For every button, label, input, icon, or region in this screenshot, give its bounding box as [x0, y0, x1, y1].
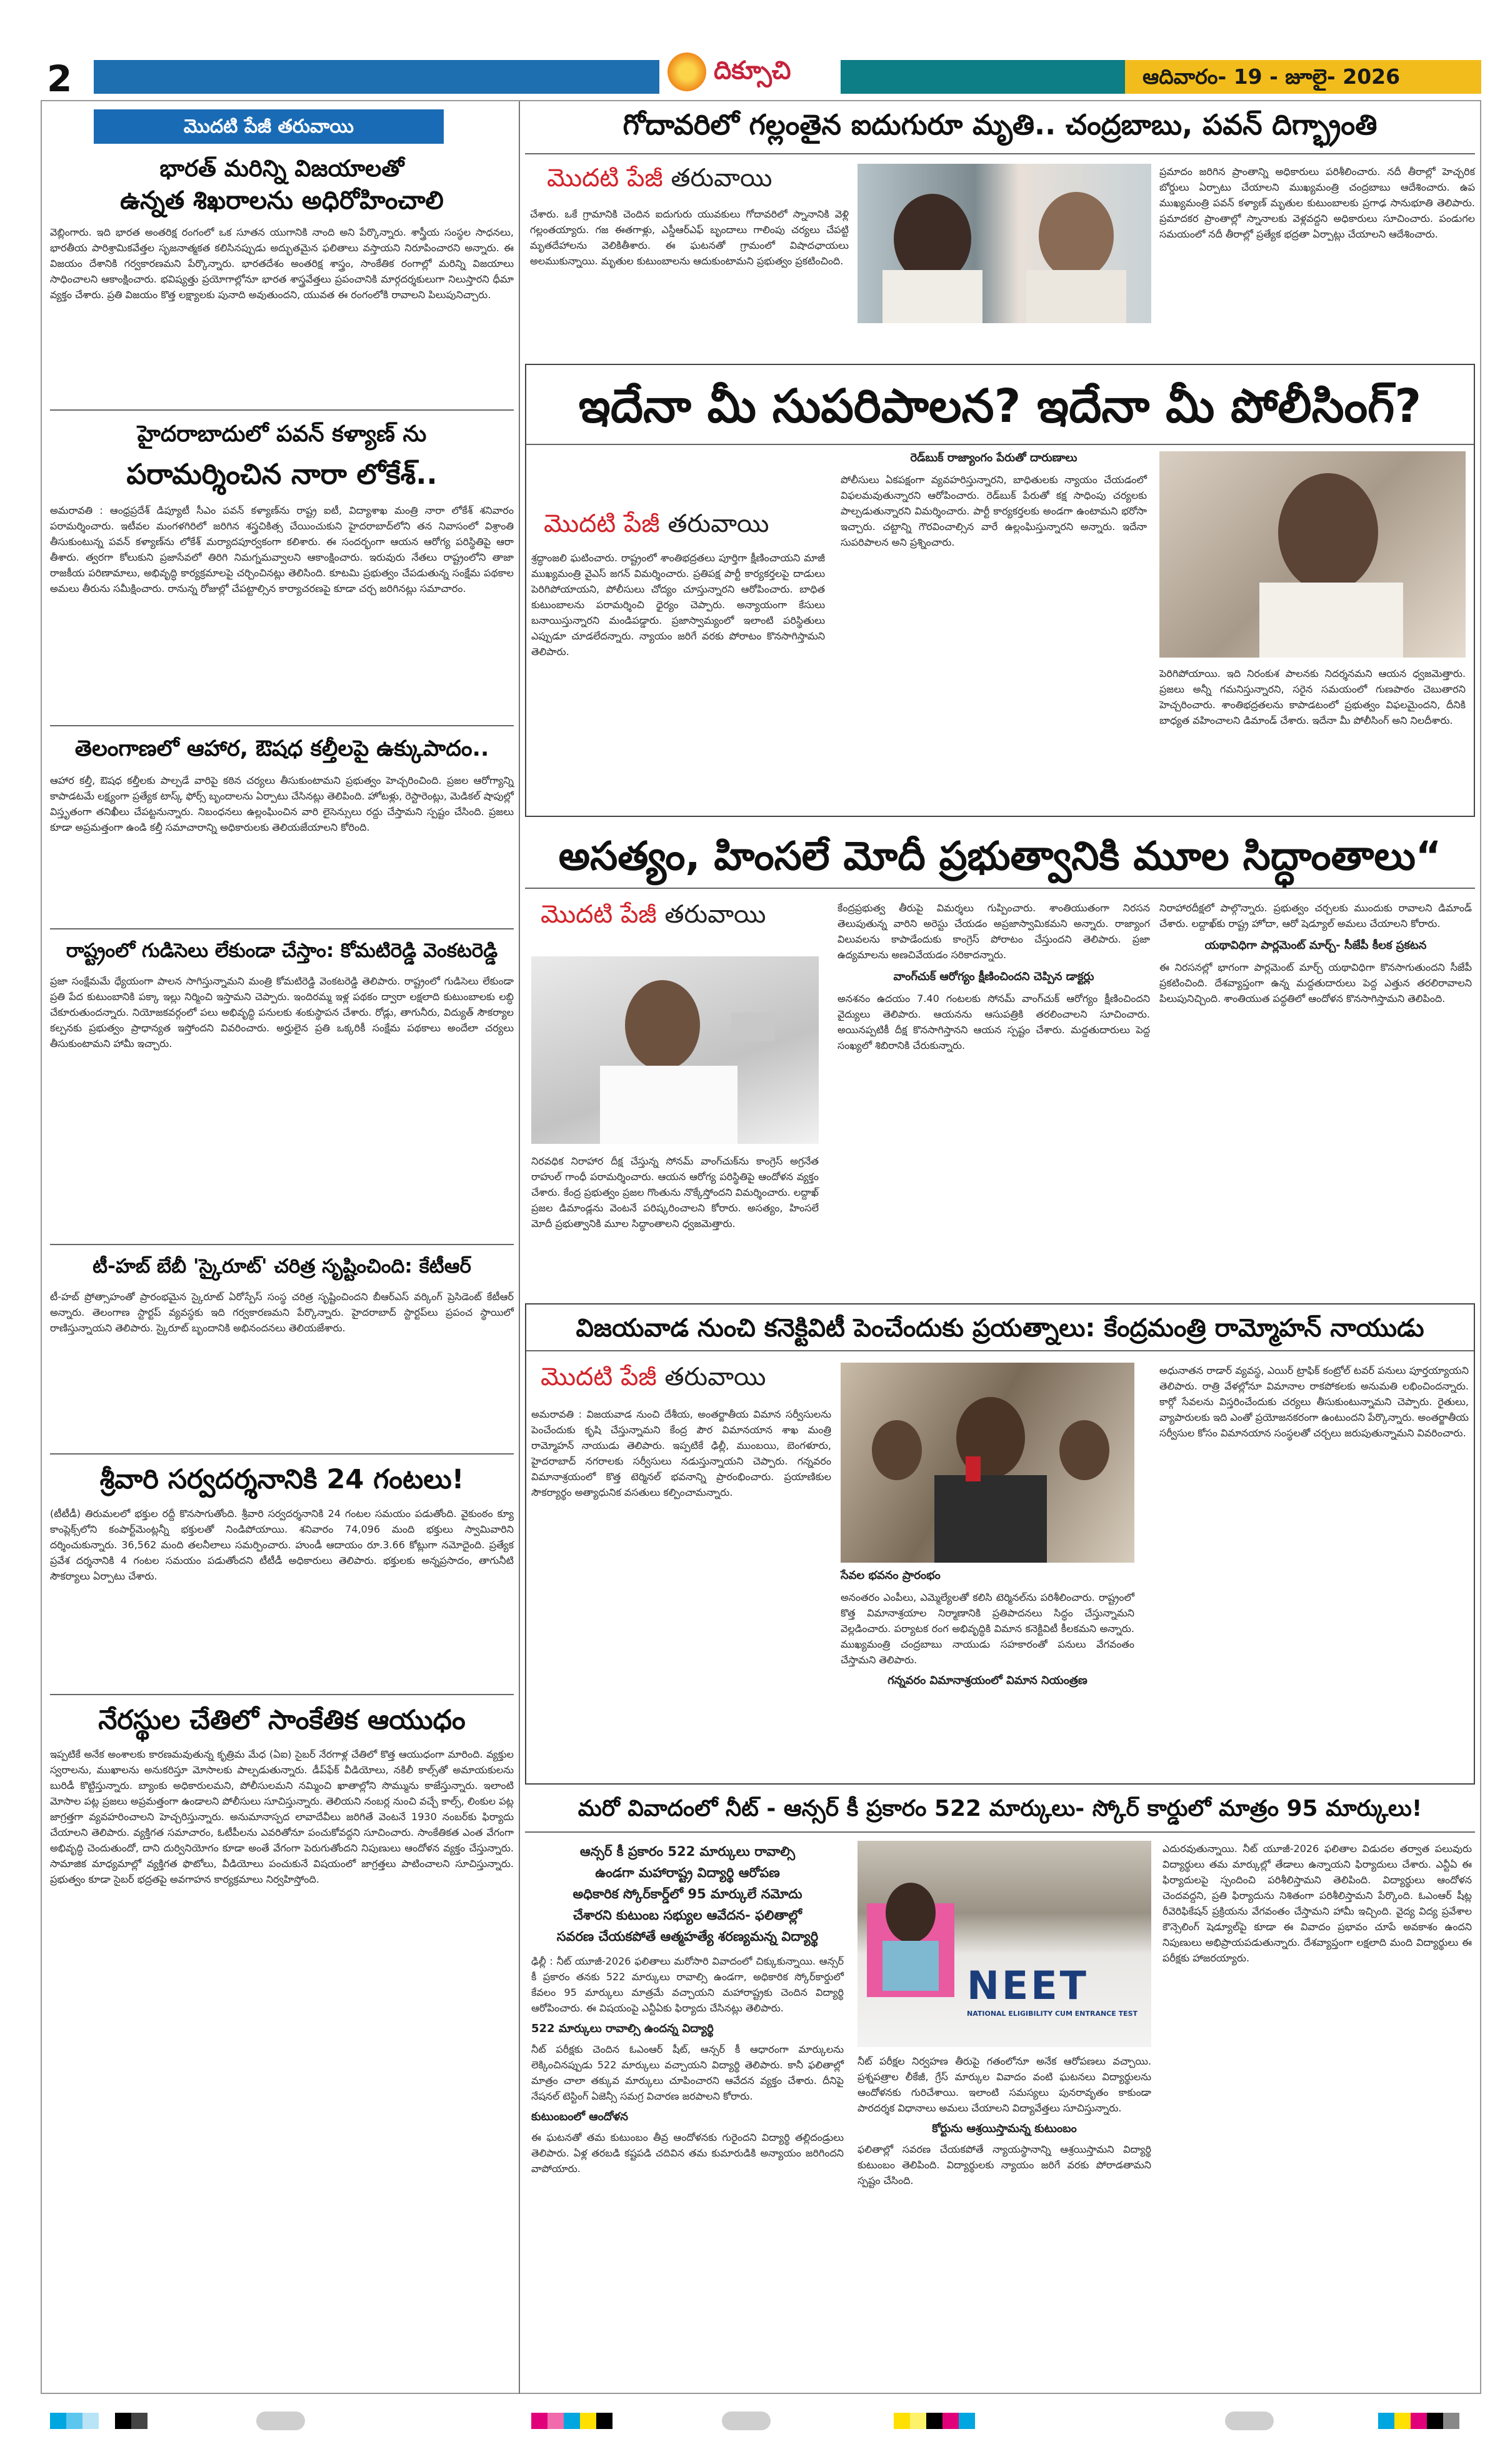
divider [50, 928, 514, 929]
deck: ఉండగా మహారాష్ట్ర విద్యార్థి ఆరోపణ [595, 1865, 780, 1880]
deck: సవరణ చేయకపోతే ఆత్మహత్యే శరణ్యమన్న విద్యార్థి [556, 1929, 819, 1944]
story-body: ఆహార కల్తీ, ఔషధ కల్తీలకు పాల్పడే వారిపై కఠిన చర్యలు తీసుకుంటామని ప్రభుత్వం హెచ్చరించింది. ప్రజల ఆరోగ్యాన్ని కాపాడటమే లక్ష్యంగా ప్రత్యేక టాస్క్ ఫోర్స్ బృందాలను ఏర్పాటు చేసినట్లు తెలిపింది. హోటళ్లు, రెస్టారెంట్లు, మెడికల్ షాపుల్లో విస్తృతంగా తనిఖీలు చేపట్టనున్నారు. నిబంధనలు ఉల్లంఘించిన వారి లైసెన్సులు రద్దు చేస్తామని స్పష్టం చేసింది. ప్రజలు కూడా అప్రమత్తంగా ఉండి కల్తీ సమాచారాన్ని అధికారులకు తెలియజేయాలని కోరింది. [50, 774, 514, 833]
story-body: అనశనం ఉదయం 7.40 గంటలకు సోనమ్ వాంగ్‌చుక్ ఆరోగ్యం క్షీణించిందని వైద్యులు తెలిపారు. ఆయనను ఆసుపత్రికి తరలించాలని సూచించారు. అయినప్పటికీ దీక్ష కొనసాగిస్తానని ఆయన స్పష్టం చేశారు. మద్దతుదారులు పెద్ద సంఖ్యలో శిబిరానికి చేరుకున్నారు. [838, 993, 1150, 1051]
continued-kicker [541, 900, 766, 935]
article-body [531, 1153, 819, 1231]
masthead-band-blue [94, 60, 659, 94]
continued-kicker [547, 164, 772, 199]
article-body [531, 1841, 844, 2176]
headline: గోదావరిలో గల్లంతైన ఐదుగురూ మృతి.. చంద్రబాబు, పవన్ దిగ్భ్రాంతి [622, 108, 1378, 141]
story-body: కేంద్రప్రభుత్వ తీరుపై విమర్శలు గుప్పించారు. శాంతియుతంగా నిరసన తెలుపుతున్న వారిని అరెస్టు చేయడం అప్రజాస్వామికమని అన్నారు. రాజ్యాంగ విలువలను కాపాడేందుకు కాంగ్రెస్ పోరాటం చేస్తుందని తెలిపారు. ప్రజా ఉద్యమాలను అణచివేయడం సరికాదన్నారు. [838, 902, 1150, 961]
headline: అసత్యం, హింసలే మోదీ ప్రభుత్వానికి మూల సిద్ధాంతాలు“ [558, 833, 1442, 879]
issue-date: ఆదివారం- 19 - జూలై- 2026 [1125, 60, 1481, 94]
kicker-red: మొదటి పేజీ [541, 900, 657, 929]
left-story-2 [50, 419, 514, 596]
jagan-photo [1159, 451, 1466, 658]
registration-mark [256, 2411, 305, 2430]
kicker-black: తరువాయి [671, 164, 772, 193]
paper-name: దిక్సూచి [714, 56, 791, 85]
article-body [1159, 900, 1472, 1006]
story-body: టీ-హబ్ ప్రోత్సాహంతో ప్రారంభమైన స్కైరూట్ ఏరోస్పేస్ సంస్థ చరిత్ర సృష్టించిందని బీఆర్ఎస్ వర్కింగ్ ప్రెసిడెంట్ కేటీఆర్ అన్నారు. తెలంగాణ స్టార్టప్ వ్యవస్థకు ఇది గర్వకారణమని పేర్కొన్నారు. హైదరాబాద్ స్టార్టప్‌లు ప్రపంచ స్థాయిలో రాణిస్తున్నాయని తెలిపారు. స్కైరూట్ బృందానికి అభినందనలు తెలియజేశారు. [50, 1291, 514, 1334]
story-body: అధునాతన రాడార్ వ్యవస్థ, ఎయిర్ ట్రాఫిక్ కంట్రోల్ టవర్ పనులు పూర్తయ్యాయని తెలిపారు. రాత్రి వేళల్లోనూ విమానాల రాకపోకలకు అనుమతి లభించిందన్నారు. కార్గో సేవలను విస్తరించేందుకు చర్యలు తీసుకుంటున్నామని చెప్పారు. రైతులు, వ్యాపారులకు ఇది ఎంతో ప్రయోజనకరంగా ఉంటుందని పేర్కొన్నారు. అంతర్జాతీయ సర్వీసుల కోసం విమానయాన సంస్థలతో చర్చలు జరుపుతున్నామని వివరించారు. [1159, 1365, 1469, 1439]
subheading: గన్నవరం విమానాశ్రయంలో విమాన నియంత్రణ [888, 1674, 1088, 1687]
photo-caption: సేవల భవనం ప్రారంభం [841, 1569, 941, 1582]
story-body: అమరావతి : విజయవాడ నుంచి దేశీయ, అంతర్జాతీయ విమాన సర్వీసులను పెంచేందుకు కృషి చేస్తున్నామని కేంద్ర పౌర విమానయాన శాఖ మంత్రి రామ్మోహన్ నాయుడు తెలిపారు. ఇప్పటికే ఢిల్లీ, ముంబయి, బెంగళూరు, హైదరాబాద్ నగరాలకు సర్వీసులు నడుస్తున్నాయని చెప్పారు. గన్నవరం విమానాశ్రయంలో కొత్త టెర్మినల్ భవనాన్ని ప్రారంభించారు. ప్రయాణికుల సౌకర్యార్థం అత్యాధునిక వసతులు కల్పించామన్నారు. [531, 1408, 831, 1498]
headline: విజయవాడ నుంచి కనెక్టివిటీ పెంచేందుకు ప్రయత్నాలు: కేంద్రమంత్రి రామ్మోహన్ నాయుడు [576, 1314, 1424, 1343]
minister-photo [841, 1363, 1134, 1563]
left-story-7 [50, 1701, 514, 1887]
headline: పరామర్శించిన నారా లోకేశ్.. [126, 458, 438, 491]
kicker-red: మొదటి పేజీ [547, 164, 663, 193]
subheading: కోర్టును ఆశ్రయిస్తామన్న కుటుంబం [932, 2122, 1077, 2135]
neet-logo-text: NEET [967, 1963, 1089, 2008]
headline: ఉన్నత శిఖరాలను అధిరోహించాలి [120, 186, 444, 215]
subheading: వాంగ్‌చుక్ ఆరోగ్యం క్షీణించిందని చెప్పిన డాక్టర్లు [893, 970, 1094, 983]
story-body: నిరాహారదీక్షలో పాల్గొన్నారు. ప్రభుత్వం చర్చలకు ముందుకు రావాలని డిమాండ్ చేశారు. లద్దాఖ్‌కు రాష్ట్ర హోదా, ఆరో షెడ్యూల్ అమలు చేయాలని కోరారు. [1159, 902, 1472, 929]
headline: ఇదేనా మీ సుపరిపాలన? ఇదేనా మీ పోలీసింగ్? [578, 379, 1422, 433]
rahul-photo [531, 956, 819, 1144]
headline: శ్రీవారి సర్వదర్శనానికి 24 గంటలు! [99, 1464, 464, 1495]
continued-kicker [544, 509, 769, 544]
headline: నేరస్థుల చేతిలో సాంకేతిక ఆయుధం [98, 1705, 466, 1736]
left-story-6 [50, 1461, 514, 1584]
divider [50, 1694, 514, 1695]
story-body: అనంతరం ఎంపీలు, ఎమ్మెల్యేలతో కలిసి టెర్మినల్‌ను పరిశీలించారు. రాష్ట్రంలో కొత్త విమానాశ్రయాల నిర్మాణానికి ప్రతిపాదనలు సిద్ధం చేస్తున్నామని వెల్లడించారు. పర్యాటక రంగ అభివృద్ధికి విమాన కనెక్టివిటీ కీలకమని అన్నారు. ముఖ్యమంత్రి చంద్రబాబు నాయుడు సహకారంతో పనులు వేగవంతం చేస్తామని తెలిపారు. [841, 1591, 1134, 1666]
sun-icon [668, 53, 706, 91]
headline: మరో వివాదంలో నీట్ - ఆన్సర్ కీ ప్రకారం 522 మార్కులు- స్కోర్ కార్డులో మాత్రం 95 మార్కులు! [578, 1796, 1422, 1821]
story-body: ఫలితాల్లో సవరణ చేయకపోతే న్యాయస్థానాన్ని ఆశ్రయిస్తామని విద్యార్థి కుటుంబం తెలిపింది. విద్యార్థులకు న్యాయం జరిగే వరకు పోరాడతామని స్పష్టం చేసింది. [858, 2143, 1151, 2186]
deck: అధికారిక స్కోర్‌కార్డ్‌లో 95 మార్కులే నమోదు [572, 1886, 802, 1901]
left-story-4 [50, 936, 514, 1051]
story-body: పోలీసులు ఏకపక్షంగా వ్యవహరిస్తున్నారని, బాధితులకు న్యాయం చేయడంలో విఫలమవుతున్నారని ఆరోపించారు. రెడ్‌బుక్ పేరుతో కక్ష సాధింపు చర్యలకు పాల్పడుతున్నారని విమర్శించారు. పార్టీ కార్యకర్తలకు అండగా ఉంటామని భరోసా ఇచ్చారు. చట్టాన్ని గౌరవించాల్సిన వారే ఉల్లంఘిస్తున్నారని అన్నారు. ఇదేనా సుపరిపాలన అని ప్రశ్నించారు. [841, 474, 1147, 548]
article-body [838, 900, 1150, 1053]
story-body: పెరిగిపోయాయి. ఇది నిరంకుశ పాలనకు నిదర్శనమని ఆయన ధ్వజమెత్తారు. ప్రజలు అన్నీ గమనిస్తున్నారని, సరైన సమయంలో గుణపాఠం చెబుతారని హెచ్చరించారు. శాంతిభద్రతలను కాపాడటంలో ప్రభుత్వం విఫలమైందని, దీనికి బాధ్యత వహించాలని డిమాండ్ చేశారు. ఇదేనా మీ పోలీసింగ్ అని నిలదీశారు. [1159, 668, 1466, 726]
column-divider [519, 101, 520, 2394]
story-body: ఇప్పటికే అనేక అంశాలకు కారణమవుతున్న కృత్రిమ మేధ (ఏఐ) సైబర్ నేరగాళ్ల చేతిలో కొత్త ఆయుధంగా మారింది. వ్యక్తుల స్వరాలను, ముఖాలను అనుకరిస్తూ మోసాలకు పాల్పడుతున్నారు. డీప్‌ఫేక్ వీడియోలు, నకిలీ కాల్స్‌తో అమాయకులను బురిడీ కొట్టిస్తున్నారు. బ్యాంకు అధికారులమని, పోలీసులమని నమ్మించి ఖాతాల్లోని సొమ్మును కాజేస్తున్నారు. ఇలాంటి మోసాల పట్ల ప్రజలు అప్రమత్తంగా ఉండాలని పోలీసులు సూచిస్తున్నారు. తెలియని నంబర్ల నుంచి వచ్చే కాల్స్, లింకుల పట్ల జాగ్రత్తగా వ్యవహరించాలని హెచ్చరిస్తున్నారు. అనుమానాస్పద లావాదేవీలు జరిగితే వెంటనే 1930 నంబర్‌కు ఫిర్యాదు చేయాలని తెలిపారు. వ్యక్తిగత సమాచారం, ఓటీపీలను ఎవరితోనూ పంచుకోవద్దని సూచించారు. సాంకేతికత ఎంత వేగంగా అభివృద్ధి చెందుతుందో, దాని దుర్వినియోగం కూడా అంతే వేగంగా పెరుగుతోందని నిపుణులు ఆందోళన వ్యక్తం చేస్తున్నారు. సామాజిక మాధ్యమాల్లో వ్యక్తిగత ఫొటోలు, వీడియోలు పంచుకునే విషయంలో జాగ్రత్తలు పాటించాలని సూచిస్తున్నారు. ప్రభుత్వం కూడా సైబర్ భద్రతపై అవగాహన కార్యక్రమాలు నిర్వహిస్తోంది. [50, 1748, 514, 1885]
article-body [531, 1406, 831, 1500]
subheading: రెడ్‌బుక్ రాజ్యాంగం పేరుతో దారుణాలు [910, 451, 1078, 464]
kicker-red: మొదటి పేజీ [544, 509, 660, 538]
story-body: ఈ నిరసనల్లో భాగంగా పార్లమెంట్ మార్చ్ యథావిధిగా కొనసాగుతుందని సీజేపీ ప్రకటించింది. దేశవ్యాప్తంగా ఉన్న మద్దతుదారులు పెద్ద ఎత్తున తరలిరావాలని పిలుపునిచ్చింది. శాంతియుత పద్ధతిలో ఆందోళన కొనసాగిస్తామని తెలిపింది. [1159, 961, 1472, 1004]
article-body [841, 1569, 1134, 1690]
story-body: నిరవధిక నిరాహార దీక్ష చేస్తున్న సోనమ్ వాంగ్‌చుక్‌ను కాంగ్రెస్ అగ్రనేత రాహుల్ గాంధీ పరామర్శించారు. ఆయన ఆరోగ్య పరిస్థితిపై ఆందోళన వ్యక్తం చేశారు. కేంద్ర ప్రభుత్వం ప్రజల గొంతును నొక్కేస్తోందని విమర్శించారు. లద్దాఖ్ ప్రజల డిమాండ్లను వెంటనే పరిష్కరించాలని కోరారు. అసత్యం, హింసలే మోదీ ప్రభుత్వానికి మూల సిద్ధాంతాలని ధ్వజమెత్తారు. [531, 1155, 819, 1229]
article-body [531, 550, 825, 659]
deck: ఆన్సర్ కీ ప్రకారం 522 మార్కులు రావాల్సి [579, 1844, 796, 1859]
story-body: శ్రద్ధాంజలి ఘటించారు. రాష్ట్రంలో శాంతిభద్రతలు పూర్తిగా క్షీణించాయని మాజీ ముఖ్యమంత్రి వైఎస్ జగన్ విమర్శించారు. ప్రతిపక్ష పార్టీ కార్యకర్తలపై దాడులు పెరిగిపోయాయని, పోలీసులు చోద్యం చూస్తున్నారని ఆరోపించారు. బాధిత కుటుంబాలను పరామర్శించి ధైర్యం చెప్పారు. అన్యాయంగా కేసులు బనాయిస్తున్నారని మండిపడ్డారు. ప్రజాస్వామ్యంలో ఇలాంటి పరిస్థితులు ఎప్పుడూ చూడలేదన్నారు. న్యాయం జరిగే వరకు పోరాటం కొనసాగిస్తామని తెలిపారు. [531, 552, 825, 658]
article-body [1159, 1363, 1469, 1441]
masthead [0, 0, 1500, 100]
story-body: ఢిల్లీ : నీట్ యూజీ-2026 ఫలితాలు మరోసారి వివాదంలో చిక్కుకున్నాయి. ఆన్సర్ కీ ప్రకారం తనకు 522 మార్కులు రావాల్సి ఉండగా, అధికారిక స్కోర్‌కార్డులో కేవలం 95 మార్కులు మాత్రమే వచ్చాయని మహారాష్ట్రకు చెందిన విద్యార్థి ఆరోపించారు. ఈ విషయంపై ఎన్టీఏకు ఫిర్యాదు చేసినట్లు తెలిపారు. [531, 1955, 844, 2014]
divider [525, 888, 1475, 889]
story-body: నీట్ పరీక్షకు చెందిన ఓఎంఆర్ షీట్, ఆన్సర్ కీ ఆధారంగా మార్కులను లెక్కించినప్పుడు 522 మార్కులు వచ్చాయని విద్యార్థి తెలిపారు. కానీ ఫలితాల్లో మాత్రం చాలా తక్కువ మార్కులు చూపించారని ఆవేదన వ్యక్తం చేశారు. దీనిపై నేషనల్ టెస్టింగ్ ఏజెన్సీ సమగ్ర విచారణ జరపాలని కోరారు. [531, 2043, 844, 2102]
article-body [1159, 666, 1466, 728]
kicker-black: తరువాయి [664, 900, 766, 929]
article-body [841, 451, 1147, 550]
story-body: అమరావతి : ఆంధ్రప్రదేశ్ డిప్యూటీ సీఎం పవన్ కళ్యాణ్‌ను రాష్ట్ర ఐటీ, విద్యాశాఖ మంత్రి నారా లోకేశ్ శనివారం పరామర్శించారు. ఇటీవల మంగళగిరిలో జరిగిన శస్త్రచికిత్స చేయించుకుని హైదరాబాద్‌లోని తన నివాసంలో విశ్రాంతి తీసుకుంటున్న పవన్ కళ్యాణ్‌ను లోకేశ్ మర్యాదపూర్వకంగా కలిశారు. ఈ సందర్భంగా ఆయన ఆరోగ్య పరిస్థితిపై ఆరా తీశారు. త్వరగా కోలుకుని ప్రజాసేవలో తిరిగి నిమగ్నమవ్వాలని ఆకాంక్షించారు. ఇరువురు నేతలు రాష్ట్రంలోని తాజా రాజకీయ పరిణామాలు, అభివృద్ధి కార్యక్రమాలపై చర్చించినట్లు తెలిసింది. కూటమి ప్రభుత్వం చేపడుతున్న సంక్షేమ పథకాల అమలు తీరును సమీక్షించారు. రానున్న రోజుల్లో చేపట్టాల్సిన కార్యాచరణపై కూడా చర్చ జరిగినట్లు సమాచారం. [50, 504, 514, 594]
story-body: చేశారు. ఒకే గ్రామానికి చెందిన ఐదుగురు యువకులు గోదావరిలో స్నానానికి వెళ్లి గల్లంతయ్యారు. గజ ఈతగాళ్లు, ఎస్డీఆర్ఎఫ్ బృందాలు గాలింపు చర్యలు చేపట్టి మృతదేహాలను వెలికితీశారు. ఈ ఘటనతో గ్రామంలో విషాదఛాయలు అలముకున్నాయి. మృతుల కుటుంబాలను ఆదుకుంటామని ప్రభుత్వం ప్రకటించింది. [530, 208, 849, 267]
leaders-photo [858, 164, 1151, 323]
registration-mark [722, 2411, 771, 2430]
kicker-red: మొదటి పేజీ [541, 1363, 657, 1391]
section-tag: మొదటి పేజీ తరువాయి [94, 109, 444, 144]
divider [526, 1350, 1474, 1351]
story-body: (టీటీడీ) తిరుమలలో భక్తుల రద్దీ కొనసాగుతోంది. శ్రీవారి సర్వదర్శనానికి 24 గంటల సమయం పడుతోంది. వైకుంఠం క్యూ కాంప్లెక్స్‌లోని కంపార్ట్‌మెంట్లన్నీ భక్తులతో నిండిపోయాయి. శనివారం 74,096 మంది భక్తులు స్వామివారిని దర్శించుకున్నారు. 36,562 మంది తలనీలాలు సమర్పించారు. హుండీ ఆదాయం రూ.3.66 కోట్లుగా నమోదైంది. ప్రత్యేక ప్రవేశ దర్శనానికి 4 గంటల సమయం పడుతోందని టీటీడీ అధికారులు తెలిపారు. భక్తులకు అన్నప్రసాదం, తాగునీటి సౌకర్యాలు ఏర్పాటు చేశారు. [50, 1508, 514, 1582]
left-story-3 [50, 733, 514, 835]
divider [50, 1453, 514, 1455]
left-story-5 [50, 1251, 514, 1336]
story-body: ప్రజా సంక్షేమమే ధ్యేయంగా పాలన సాగిస్తున్నామని మంత్రి కోమటిరెడ్డి వెంకటరెడ్డి తెలిపారు. రాష్ట్రంలో గుడిసెలు లేకుండా ప్రతి పేద కుటుంబానికి పక్కా ఇల్లు నిర్మించి ఇస్తామని చెప్పారు. ఇందిరమ్మ ఇళ్ల పథకం ద్వారా లక్షలాది కుటుంబాలకు లబ్ధి చేకూరుతుందన్నారు. నియోజకవర్గంలో పలు అభివృద్ధి పనులకు శంకుస్థాపన చేశారు. రోడ్లు, తాగునీరు, విద్యుత్ సౌకర్యాల కల్పనకు ప్రభుత్వం ప్రాధాన్యత ఇస్తోందని వివరించారు. అర్హులైన ప్రతి ఒక్కరికీ సంక్షేమ పథకాలు అందేలా చర్యలు తీసుకుంటామని హామీ ఇచ్చారు. [50, 975, 514, 1049]
neet-logo-sub: NATIONAL ELIGIBILITY CUM ENTRANCE TEST [967, 2010, 1138, 2018]
story-body: ఎదురవుతున్నాయి. నీట్ యూజీ-2026 ఫలితాల విడుదల తర్వాత పలువురు విద్యార్థులు తమ మార్కుల్లో తేడాలు ఉన్నాయని ఫిర్యాదులు చేశారు. ఎన్టీఏ ఈ ఫిర్యాదులపై స్పందించి పరిశీలిస్తామని తెలిపింది. విద్యార్థులు ఆందోళన చెందవద్దని, ప్రతి ఫిర్యాదును నిశితంగా పరిశీలిస్తామని పేర్కొంది. ఓఎంఆర్ షీట్ల రీవెరిఫికేషన్ ప్రక్రియను వేగవంతం చేస్తామని హామీ ఇచ్చింది. వైద్య విద్య ప్రవేశాల కౌన్సెలింగ్ షెడ్యూల్‌పై కూడా ఈ వివాదం ప్రభావం చూపే అవకాశం ఉందని నిపుణులు అభిప్రాయపడుతున్నారు. దేశవ్యాప్తంగా లక్షలాది మంది విద్యార్థులు ఈ పరీక్షకు హాజరయ్యారు. [1162, 1843, 1472, 1964]
deck: చేశారని కుటుంబ సభ్యుల ఆవేదన- ఫలితాల్లో [573, 1908, 802, 1923]
headline: భారత్ మరిన్ని విజయాలతో [159, 155, 404, 182]
article-godavari [525, 103, 1475, 147]
kicker-black: తరువాయి [668, 509, 769, 538]
left-story-1 [50, 153, 514, 303]
article-body [1159, 164, 1475, 242]
headline: రాష్ట్రంలో గుడిసెలు లేకుండా చేస్తాం: కోమటిరెడ్డి వెంకటరెడ్డి [66, 939, 498, 962]
story-body: ప్రమాదం జరిగిన ప్రాంతాన్ని అధికారులు పరిశీలించారు. నదీ తీరాల్లో హెచ్చరిక బోర్డులు ఏర్పాటు చేయాలని ముఖ్యమంత్రి చంద్రబాబు ఆదేశించారు. ఉప ముఖ్యమంత్రి పవన్ కళ్యాణ్ మృతుల కుటుంబాలకు ప్రగాఢ సానుభూతి తెలిపారు. ప్రమాదకర ప్రాంతాల్లో స్నానాలకు వెళ్లవద్దని అధికారులు సూచించారు. పండుగల సమయంలో నదీ తీరాల్లో ప్రత్యేక భద్రతా ఏర్పాట్లు చేయాలని ఆదేశించారు. [1159, 166, 1475, 240]
registration-mark [1225, 2411, 1274, 2430]
divider [525, 1831, 1475, 1833]
headline: టీ-హబ్ బేబీ 'స్కైరూట్' చరిత్ర సృష్టించింది: కేటీఆర్ [92, 1255, 471, 1278]
story-body: ఈ ఘటనతో తమ కుటుంబం తీవ్ర ఆందోళనకు గురైందని విద్యార్థి తల్లిదండ్రులు తెలిపారు. ఏళ్ల తరబడి కష్టపడి చదివిన తమ కుమారుడికి అన్యాయం జరిగిందని వాపోయారు. [531, 2131, 844, 2175]
subheading: 522 మార్కులు రావాల్సి ఉందన్న విద్యార్థి [531, 2022, 714, 2035]
divider [50, 1244, 514, 1245]
continued-kicker [541, 1363, 766, 1398]
article-body [1162, 1841, 1472, 1966]
divider [526, 444, 1474, 445]
subheading: కుటుంబంలో ఆందోళన [531, 2110, 628, 2123]
divider [50, 725, 514, 726]
divider [50, 409, 514, 411]
story-body: వెబ్లింగారు. ఇది భారత అంతరిక్ష రంగంలో ఒక సూతన యుగానికి నాంది అని పేర్కొన్నారు. శాస్త్రీయ సంస్థల సాధనలు, భారతీయ పారిశ్రామికవేత్తల సృజనాత్మకత కలిసినప్పుడు అద్భుతమైన ఫలితాలు వస్తాయని నిరూపించారని అన్నారు. ఈ విజయం దేశానికి గర్వకారణమని పేర్కొన్నారు. భారతదేశం అంతరిక్ష శాస్త్రం, సాంకేతిక రంగాల్లో మరిన్ని విజయాలు సాధించాలని ఆకాంక్షించారు. భవిష్యత్తు ప్రయోగాల్లోనూ భారత శాస్త్రవేత్తలు ప్రపంచానికి మార్గదర్శకులుగా నిలుస్తారని ధీమా వ్యక్తం చేశారు. ప్రతి విజయం కొత్త లక్ష్యాలకు పునాది అవుతుందని, యువత ఈ రంగంలోకి రావాలని పిలుపునిచ్చారు. [50, 226, 514, 301]
article-body [530, 206, 849, 269]
kicker-black: తరువాయి [664, 1363, 766, 1391]
paper-logo [662, 44, 838, 100]
divider [525, 153, 1475, 154]
masthead-band-teal [841, 60, 1125, 94]
headline: హైదరాబాదులో పవన్ కళ్యాణ్ ను [137, 421, 427, 447]
neet-photo [858, 1841, 1151, 2047]
article-body [858, 2053, 1151, 2188]
page-number: 2 [47, 58, 72, 100]
story-body: నీట్ పరీక్షల నిర్వహణ తీరుపై గతంలోనూ అనేక ఆరోపణలు వచ్చాయి. ప్రశ్నపత్రాల లీకేజీ, గ్రేస్ మార్కుల వివాదం వంటి ఘటనలు విద్యార్థులను ఆందోళనకు గురిచేశాయి. ఇలాంటి సమస్యలు పునరావృతం కాకుండా పారదర్శక విధానాలు అమలు చేయాలని విద్యావేత్తలు సూచిస్తున్నారు. [858, 2055, 1151, 2114]
headline: తెలంగాణలో ఆహార, ఔషధ కల్తీలపై ఉక్కుపాదం.. [74, 736, 489, 761]
subheading: యథావిధిగా పార్లమెంట్ మార్చ్- సీజేపీ కీలక ప్రకటన [1204, 939, 1427, 952]
